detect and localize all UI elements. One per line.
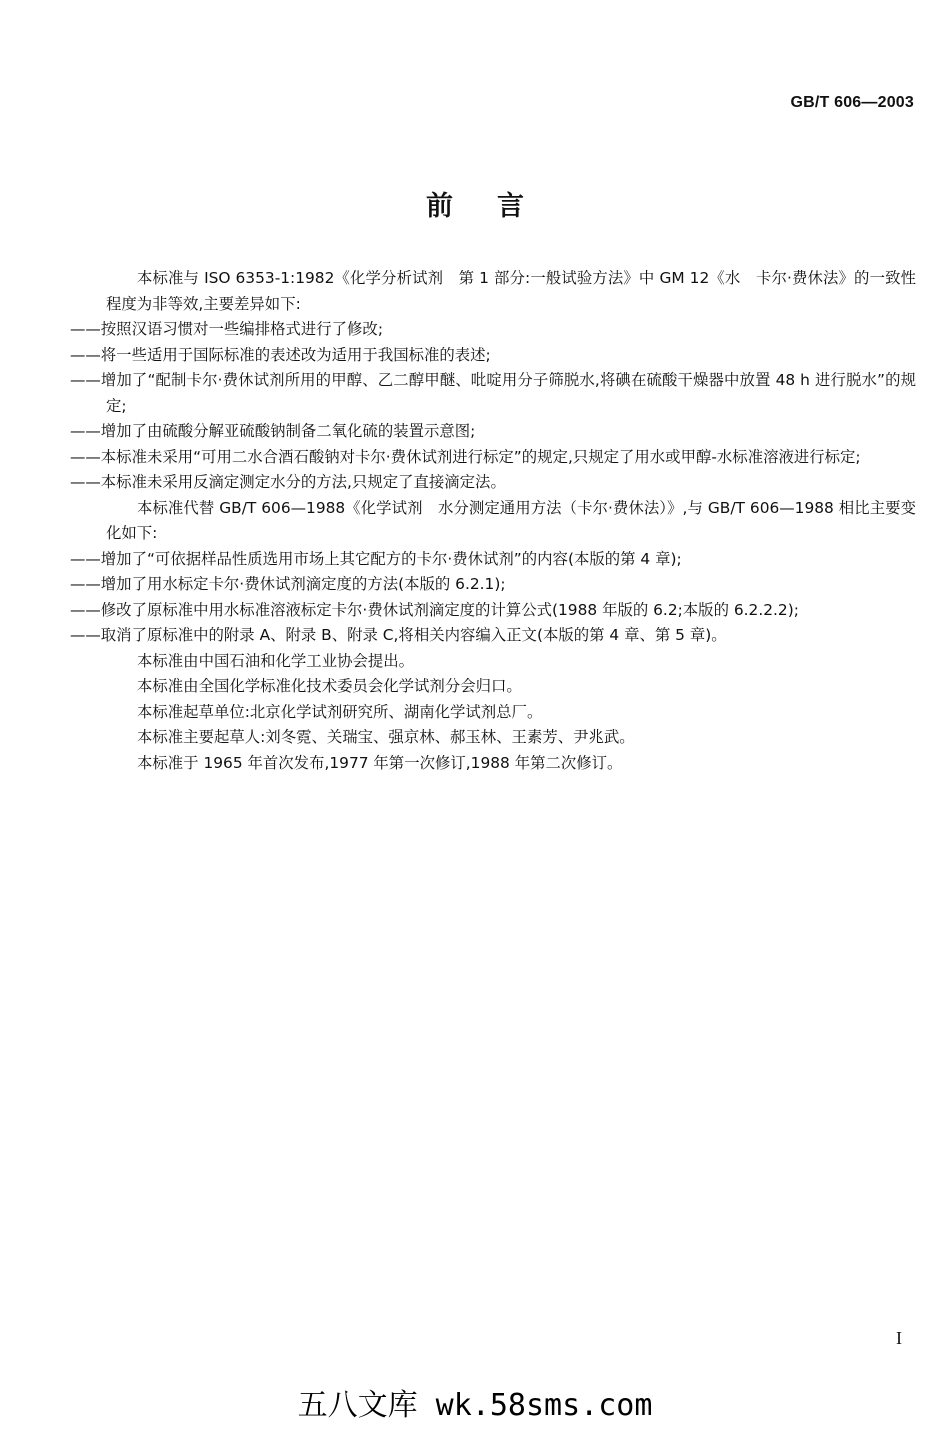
list-item: ——按照汉语习惯对一些编排格式进行了修改; [70, 320, 383, 338]
page-number: I [896, 1328, 902, 1348]
list-item: ——增加了用水标定卡尔·费休试剂滴定度的方法(本版的 6.2.1); [70, 575, 506, 593]
list-item: ——本标准未采用反滴定测定水分的方法,只规定了直接滴定法。 [70, 473, 506, 491]
list-item: ——本标准未采用“可用二水合酒石酸钠对卡尔·费休试剂进行标定”的规定,只规定了用水或甲醇-水标准溶液进行标定; [70, 447, 861, 466]
list-item: ——增加了由硫酸分解亚硫酸钠制备二氧化硫的装置示意图; [70, 422, 476, 440]
list-item: ——取消了原标准中的附录 A、附录 B、附录 C,将相关内容编入正文(本版的第 4 章、第 5 章)。 [70, 626, 727, 644]
list-item: ——增加了“可依据样品性质选用市场上其它配方的卡尔·费休试剂”的内容(本版的第 4 章); [70, 549, 682, 568]
standard-code: GB/T 606—2003 [790, 94, 914, 111]
section-title: 前言 [426, 191, 568, 222]
paragraph-proposer: 本标准由中国石油和化学工业协会提出。 [137, 651, 415, 670]
paragraph-technical-committee: 本标准由全国化学标准化技术委员会化学试剂分会归口。 [137, 677, 522, 695]
paragraph-replacement: 本标准代替 GB/T 606—1988《化学试剂 水分测定通用方法（卡尔·费休法）》,与 GB/T 606—1988 相比主要变化如下: [106, 498, 916, 542]
paragraph-scope: 本标准与 ISO 6353-1:1982《化学分析试剂 第 1 部分:一般试验方法》中 GM 12《水 卡尔·费休法》的一致性程度为非等效,主要差异如下: [106, 269, 916, 313]
paragraph-drafters: 本标准主要起草人:刘冬霓、关瑞宝、强京林、郝玉林、王素芳、尹兆武。 [137, 728, 635, 746]
list-item: ——增加了“配制卡尔·费休试剂所用的甲醇、乙二醇甲醚、吡啶用分子筛脱水,将碘在硫酸干燥器中放置 48 h 进行脱水”的规定; [70, 371, 916, 415]
watermark-text: 五八文库 wk.58sms.com [297, 1388, 653, 1423]
list-item: ——将一些适用于国际标准的表述改为适用于我国标准的表述; [70, 345, 491, 364]
paragraph-drafting-units: 本标准起草单位:北京化学试剂研究所、湖南化学试剂总厂。 [137, 702, 543, 721]
paragraph-history: 本标准于 1965 年首次发布,1977 年第一次修订,1988 年第二次修订。 [137, 753, 623, 772]
foreword-body [70, 266, 916, 776]
list-item: ——修改了原标准中用水标准溶液标定卡尔·费休试剂滴定度的计算公式(1988 年版的 6.2;本版的 6.2.2.2); [70, 600, 799, 619]
